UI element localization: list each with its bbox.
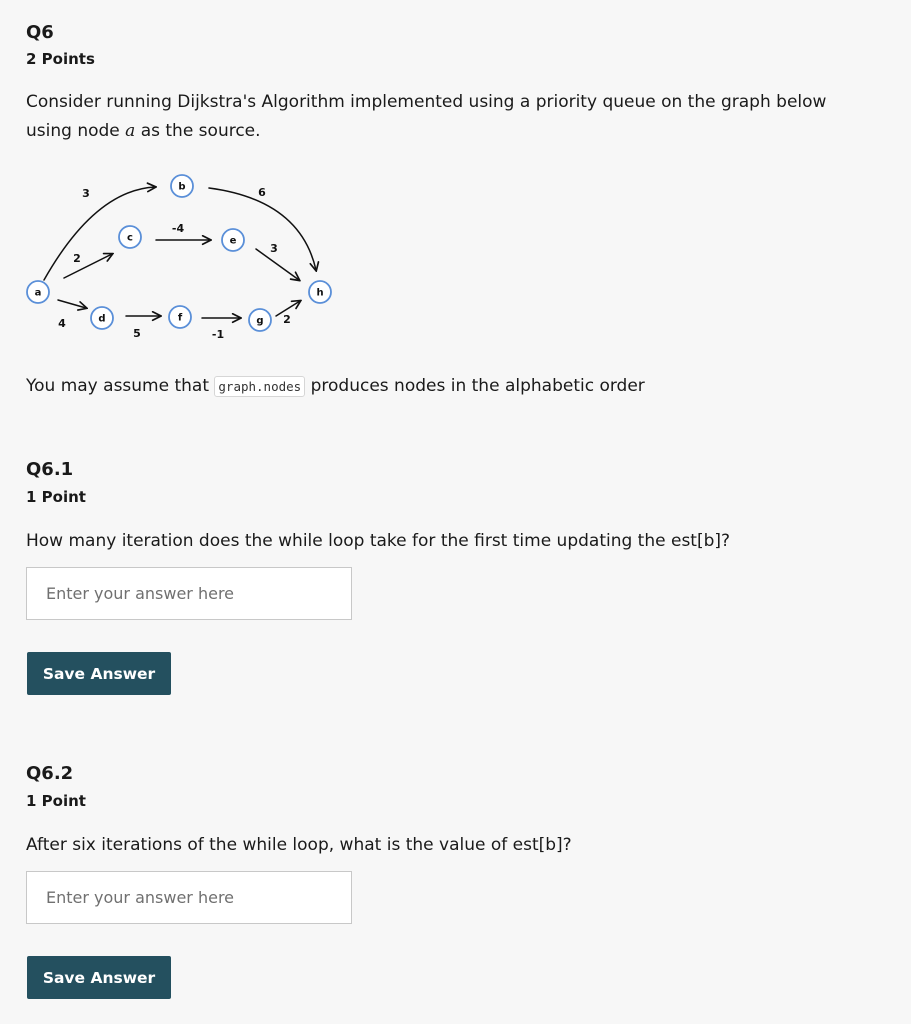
edge-weight-c-e: -4 <box>171 222 185 235</box>
q6-points: 2 Points <box>26 50 95 68</box>
edge-weight-b-h: 6 <box>258 186 266 199</box>
q6-1-section <box>26 459 73 480</box>
q6-note-before: You may assume that <box>26 376 215 396</box>
edge-a-c <box>64 254 112 278</box>
q6-1-title: Q6.1 <box>26 459 74 480</box>
node-label-d: d <box>98 313 106 325</box>
edge-weight-a-d: 4 <box>58 317 66 330</box>
q6-note-after: produces nodes in the alphabetic order <box>310 376 645 396</box>
node-label-e: e <box>229 235 237 247</box>
node-label-h: h <box>316 287 324 299</box>
node-e <box>222 229 244 251</box>
q6-1-points: 1 Point <box>26 488 86 506</box>
edge-weight-d-f: 5 <box>133 327 141 340</box>
q6-1-question: How many iteration does the while loop take for the first time updating the est[b]? <box>26 531 731 551</box>
q6-2-question: After six iterations of the while loop, what is the value of est[b]? <box>26 835 572 855</box>
node-g <box>249 309 271 331</box>
node-label-c: c <box>127 232 133 244</box>
edge-weight-a-c: 2 <box>73 252 81 265</box>
q6-prompt-after: as the source. <box>135 121 261 141</box>
q6-note <box>26 372 886 401</box>
q6-section <box>26 22 54 43</box>
dijkstra-graph-figure <box>20 168 340 348</box>
q6-title: Q6 <box>26 22 54 43</box>
q6-2-section <box>26 763 73 784</box>
q6-2-title: Q6.2 <box>26 763 74 784</box>
q6-prompt-variable: a <box>125 121 136 141</box>
q6-prompt <box>26 88 876 146</box>
node-b <box>171 175 193 197</box>
node-label-g: g <box>256 315 264 327</box>
edge-weight-e-h: 3 <box>270 242 278 255</box>
q6-2-answer-input[interactable] <box>26 871 352 924</box>
node-h <box>309 281 331 303</box>
edge-weight-a-b: 3 <box>82 187 90 200</box>
q6-1-answer-input[interactable] <box>26 567 352 620</box>
node-label-b: b <box>178 181 186 193</box>
graph-nodes-code: graph.nodes <box>214 376 305 397</box>
node-f <box>169 306 191 328</box>
edge-weight-g-h: 2 <box>283 313 291 326</box>
q6-1-save-answer-button[interactable]: Save Answer <box>27 652 171 695</box>
node-c <box>119 226 141 248</box>
edge-a-d <box>58 300 86 308</box>
q6-2-points: 1 Point <box>26 792 86 810</box>
node-a <box>27 281 49 303</box>
q6-prompt-before: Consider running Dijkstra's Algorithm implemented using a priority queue on the graph below using node <box>26 92 827 141</box>
edge-b-h <box>209 188 316 270</box>
node-d <box>91 307 113 329</box>
edge-weight-f-g: -1 <box>211 328 225 341</box>
node-label-a: a <box>34 287 42 299</box>
q6-2-save-answer-button[interactable]: Save Answer <box>27 956 171 999</box>
node-label-f: f <box>177 312 183 324</box>
